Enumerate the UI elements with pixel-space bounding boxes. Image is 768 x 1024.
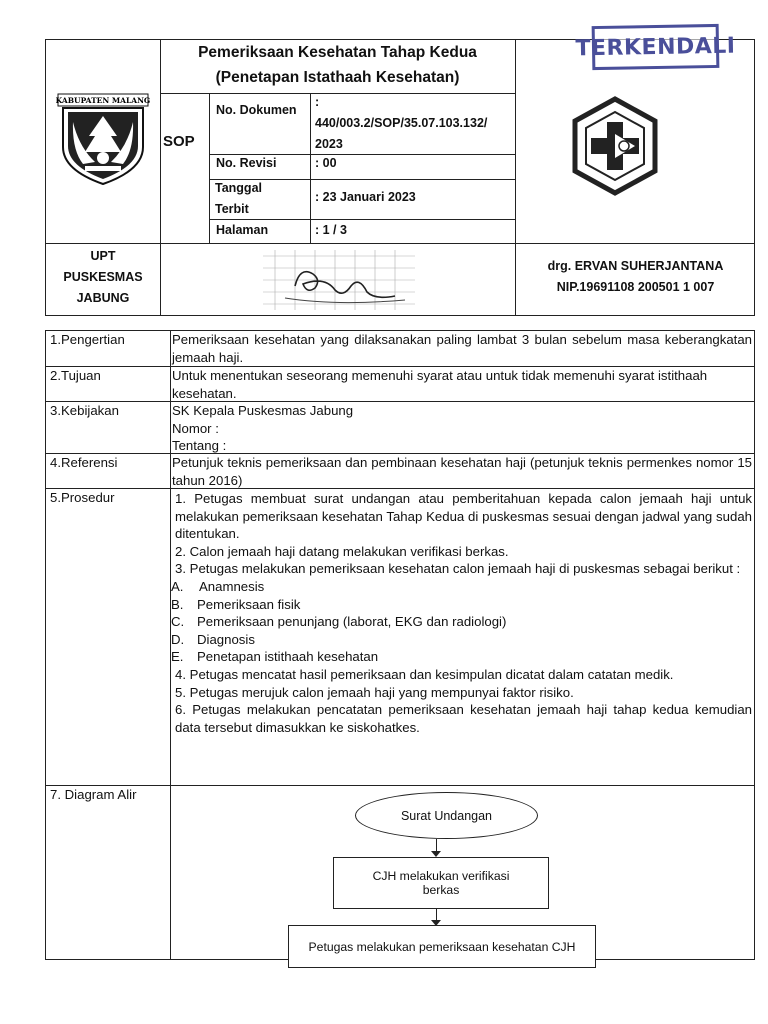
prosedur-step: 3. Petugas melakukan pemeriksaan kesehatan calon jemaah haji di puskesmas sebagai berikut : (175, 561, 741, 577)
signer-name: drg. ERVAN SUHERJANTANA (547, 259, 724, 273)
value-colon: : (315, 95, 320, 109)
subitem: D. Diagnosis (171, 631, 255, 647)
signature-image (255, 246, 425, 314)
puskesmas-logo (570, 96, 660, 196)
kebijakan-line: Tentang : (172, 438, 227, 454)
prosedur-step: 5. Petugas merujuk calon jemaah haji yang mempunyai faktor risiko. (175, 684, 574, 700)
subitem: E. Penetapan istithaah kesehatan (171, 649, 379, 665)
terkendali-stamp: TERKENDALI (592, 24, 720, 70)
prosedur-subitems (171, 578, 752, 666)
org-line: PUSKESMAS (63, 270, 143, 284)
label-referensi: 4.Referensi (50, 455, 118, 470)
subitem: A. Anamnesis (171, 578, 265, 594)
signer-block (516, 256, 755, 298)
label-no-dokumen: No. Dokumen (216, 103, 297, 117)
signer-nip: NIP.19691108 200501 1 007 (556, 280, 715, 294)
kebijakan-line: SK Kepala Puskesmas Jabung (172, 403, 354, 418)
kebijakan-line: Nomor : (172, 420, 219, 436)
prosedur-content (172, 490, 752, 736)
value-halaman: : 1 / 3 (315, 223, 347, 237)
divider (45, 785, 755, 786)
logo-caption: KABUPATEN MALANG (55, 96, 151, 105)
label-kebijakan: 3.Kebijakan (50, 403, 119, 418)
divider (45, 243, 755, 244)
text-kebijakan (172, 402, 752, 455)
sop-label: SOP (163, 133, 195, 150)
label-no-revisi: No. Revisi (216, 156, 277, 170)
flow-node-surat-undangan: Surat Undangan (355, 792, 538, 839)
flow-node-verifikasi: CJH melakukan verifikasi berkas (333, 857, 549, 909)
organization-name (46, 246, 160, 309)
label-prosedur: 5.Prosedur (50, 490, 115, 505)
text-pengertian: Pemeriksaan kesehatan yang dilaksanakan paling lambat 3 bulan sebelum masa keberangkatan jemaah haji. (172, 332, 752, 365)
value-no-dokumen (315, 92, 513, 155)
subitem: B. Pemeriksaan fisik (171, 596, 301, 612)
prosedur-step: 4. Petugas mencatat hasil pemeriksaan dan kesimpulan dicatat dalam catatan medik. (175, 666, 674, 682)
value-text: 440/003.2/SOP/35.07.103.132/ 2023 (315, 116, 488, 151)
org-line: UPT (90, 249, 116, 263)
document-title (160, 40, 515, 90)
kabupaten-malang-logo (55, 92, 151, 186)
prosedur-step: 2. Calon jemaah haji datang melakukan verifikasi berkas. (175, 543, 509, 559)
prosedur-step: 6. Petugas melakukan pencatatan pemeriksaan kesehatan jemaah haji tahap kedua kemudian data tersebut dimasukkan ke siskohatkes. (175, 702, 752, 735)
label-halaman: Halaman (216, 223, 269, 237)
subitem: C. Pemeriksaan penunjang (laborat, EKG dan radiologi) (171, 614, 507, 630)
org-line: JABUNG (76, 291, 130, 305)
value-tanggal-terbit: : 23 Januari 2023 (315, 190, 416, 204)
label-diagram-alir: 7. Diagram Alir (50, 787, 137, 802)
divider (310, 93, 311, 243)
divider (209, 93, 210, 243)
value-no-revisi: : 00 (315, 156, 337, 170)
label-tanggal-terbit: Tanggal Terbit (215, 181, 262, 216)
title-line-1: Pemeriksaan Kesehatan Tahap Kedua (198, 44, 477, 61)
title-line-2: (Penetapan Istathaah Kesehatan) (215, 69, 460, 86)
text-tujuan: Untuk menentukan seseorang memenuhi syarat atau untuk tidak memenuhi syarat istithaah kesehatan. (172, 368, 708, 401)
prosedur-step: 1. Petugas membuat surat undangan atau pemberitahuan kepada calon jemaah haji untuk melakukan pemeriksaan kesehatan Tahap Kedua di puskesmas sesuai dengan jadwal yang sudah ditentukan. (175, 491, 752, 542)
label-tujuan: 2.Tujuan (50, 368, 101, 383)
label-pengertian: 1.Pengertian (50, 332, 125, 347)
text-referensi: Petunjuk teknis pemeriksaan dan pembinaan kesehatan haji (petunjuk teknis permenkes nomor 15 tahun 2016) (172, 455, 752, 488)
flow-node-pemeriksaan: Petugas melakukan pemeriksaan kesehatan CJH (288, 925, 596, 968)
